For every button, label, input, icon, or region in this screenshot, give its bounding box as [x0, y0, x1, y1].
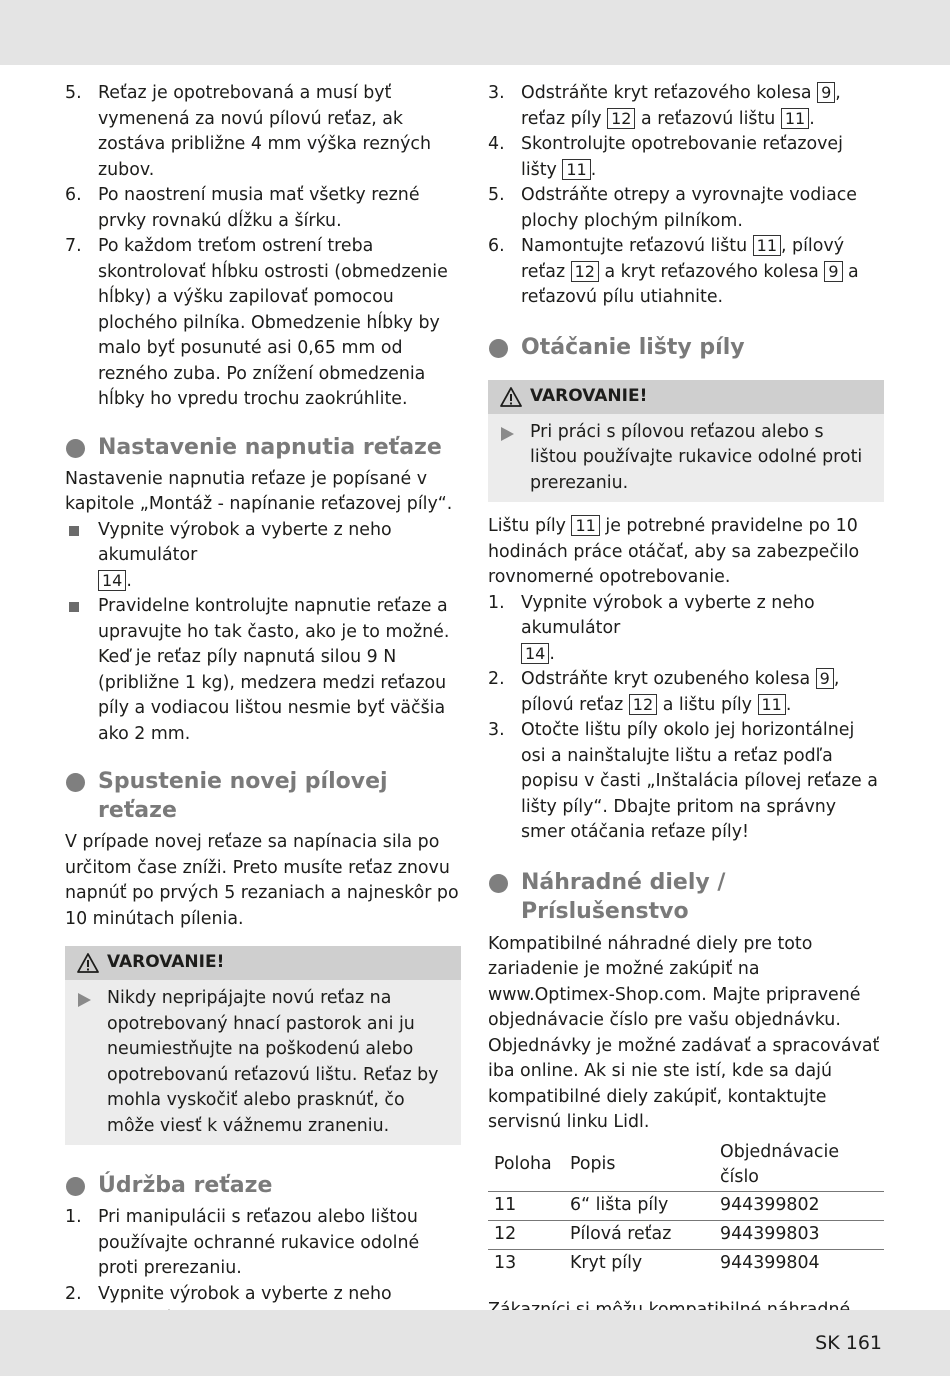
warning-box — [488, 380, 884, 503]
warning-title: VAROVANIE! — [107, 952, 225, 973]
warning-header — [488, 380, 884, 414]
table-row: 12 Pílová reťaz 944399803 — [488, 1220, 884, 1249]
list-item: 2. Odstráňte kryt ozubeného kolesa 9 , pílovú reťaz 12 a lištu píly 11 . — [488, 669, 840, 715]
column-header: Popis — [564, 1140, 714, 1192]
bullet-dot-icon — [66, 773, 85, 792]
warning-title: VAROVANIE! — [530, 385, 648, 406]
page-number: SK 161 — [815, 1332, 882, 1354]
warning-header — [65, 946, 461, 980]
warning-icon — [500, 387, 522, 407]
list-item: 1. Vypnite výrobok a vyberte z neho akumulátor 14 . — [488, 592, 815, 664]
heading-new-chain: Spustenie novej pílovej reťaze — [65, 767, 461, 825]
heading-bar-rotation: Otáčanie lišty píly — [488, 333, 884, 362]
warning-body: Pri práci s pílovou reťazou alebo s lištou používajte rukavice odolné proti prerezaniu. — [488, 414, 884, 503]
bullet-dot-icon — [489, 339, 508, 358]
square-bullet-icon — [69, 602, 79, 612]
list-item: 3. Otočte lištu píly okolo jej horizontálnej osi a nainštalujte lištu a reťaz podľa popisu v časti „Inštalácia pílovej reťaze a lišty píly“. Dbajte pritom na správny smer otáčania reťaze píly! — [488, 720, 878, 842]
column-header: Objednávacie číslo — [714, 1140, 884, 1192]
arrow-right-icon — [78, 993, 91, 1007]
list-item — [65, 234, 461, 413]
list-item: 6. Namontujte reťazovú lištu 11 , pílový reťaz 12 a kryt reťazového kolesa 9 a reťazovú pílu utiahnite. — [488, 236, 859, 307]
ref-box: 12 — [571, 261, 599, 282]
heading-spare-parts: Náhradné diely / Príslušenstvo — [488, 868, 884, 926]
item-text: Po naostrení musia mať všetky rezné prvky rovnakú dĺžku a šírku. — [98, 185, 420, 231]
item-number: 7. — [65, 236, 82, 256]
column-header: Poloha — [488, 1140, 564, 1192]
spare-parts-table — [488, 1140, 884, 1278]
warning-icon — [77, 953, 99, 973]
list-item — [65, 81, 461, 183]
list-item: 1. Pri manipulácii s reťazou alebo lištou používajte ochranné rukavice odolné proti prerezaniu. — [65, 1207, 420, 1278]
ref-box: 11 — [781, 108, 809, 129]
heading-chain-maintenance: Údržba reťaze — [65, 1171, 461, 1200]
ref-box: 9 — [816, 668, 834, 689]
table-row: 11 6“ lišta píly 944399802 — [488, 1191, 884, 1220]
bottom-band — [0, 1310, 950, 1376]
heading-chain-tension: Nastavenie napnutia reťaze — [65, 433, 461, 462]
item-text: Reťaz je opotrebovaná a musí byť vymenená za novú pílovú reťaz, ak zostáva približne 4 mm výška rezných zubov. — [98, 83, 431, 180]
ref-box: 11 — [571, 515, 599, 536]
ref-box: 14 — [98, 570, 126, 591]
sharpening-list — [65, 81, 461, 413]
ref-box: 9 — [817, 82, 835, 103]
ref-box: 11 — [758, 694, 786, 715]
bullet-item: Vypnite výrobok a vyberte z neho akumulátor 14 . — [65, 518, 461, 595]
item-number: 5. — [65, 83, 82, 103]
rotation-intro: Lištu píly 11 je potrebné pravidelne po 10 hodinách práce otáčať, aby sa zabezpečilo rovnomerné opotrebovanie. — [488, 516, 860, 587]
bullet-dot-icon — [489, 874, 508, 893]
item-number: 6. — [65, 185, 82, 205]
tension-bullets — [65, 518, 461, 748]
warning-box — [65, 946, 461, 1145]
tension-intro: Nastavenie napnutia reťaze je popísané v kapitole „Montáž - napínanie reťazovej píly“. — [65, 468, 453, 514]
square-bullet-icon — [69, 526, 79, 536]
ref-box: 9 — [824, 261, 842, 282]
list-item: 2. Vypnite výrobok a vyberte z neho — [65, 1282, 461, 1359]
arrow-right-icon — [501, 427, 514, 441]
top-band — [0, 0, 950, 65]
bar-check-list — [488, 81, 884, 311]
ref-box: 12 — [629, 694, 657, 715]
list-item — [65, 183, 461, 234]
bullet-dot-icon — [66, 439, 85, 458]
item-text: Po každom treťom ostrení treba skontrolovať hĺbku ostrosti (obmedzenie hĺbky) a výšku zapilovať pomocou plochého pilníka. Obmedzenie hĺbky by malo byť posunuté asi 0,65 mm od rezného zuba. Po znížení obmedzenia hĺbky ho vpredu trochu zaokrúhlite. — [98, 236, 448, 409]
list-item: 3. Odstráňte kryt reťazového kolesa 9 , reťaz píly 12 a reťazovú lištu 11 . — [488, 83, 841, 129]
right-column — [488, 81, 884, 1374]
new-chain-text: V prípade novej reťaze sa napínacia sila po určitom čase zníži. Preto musíte reťaz znovu napnúť po prvých 5 rezaniach a najneskôr po 10 minútach pílenia. — [65, 832, 459, 929]
table-row: 13 Kryt píly 944399804 — [494, 1252, 820, 1273]
rotation-list — [488, 591, 884, 846]
bullet-item: Pravidelne kontrolujte napnutie reťaze a upravujte ho tak často, ako je to možné. Keď je reťaz píly napnutá silou 9 N (približne 1 kg), medzera medzi reťazou píly a vodiacou lištou nesmie byť väčšia ako 2 mm. — [65, 594, 461, 747]
ref-box: 11 — [753, 235, 781, 256]
bullet-dot-icon — [66, 1177, 85, 1196]
table-header-row — [488, 1140, 884, 1192]
spare-parts-text: Kompatibilné náhradné diely pre toto zariadenie je možné zakúpiť na www.Optimex-Shop.com. Majte pripravené objednávacie číslo pre vašu objednávku. Objednávky je možné zadávať a spracovávať iba online. Ak si nie ste istí, kde sa dajú kompatibilné diely zakúpiť, kontaktujte servisnú linku Lidl. — [488, 933, 880, 1132]
ref-box: 14 — [521, 643, 549, 664]
ref-box: 11 — [562, 159, 590, 180]
list-item: 5. Odstráňte otrepy a vyrovnajte vodiace plochy plochým pilníkom. — [488, 185, 858, 231]
left-column — [65, 81, 461, 1358]
ref-box: 12 — [607, 108, 635, 129]
warning-body: Nikdy nepripájajte novú reťaz na opotrebovaný hnací pastorok ani ju neumiestňujte na poškodenú alebo opotrebovanú reťazovú lištu. Reťaz by mohla vyskočiť alebo prasknúť, čo môže viesť k vážnemu zraneniu. — [65, 980, 461, 1145]
list-item: 4. Skontrolujte opotrebovanie reťazovej lišty 11 . — [488, 134, 843, 180]
